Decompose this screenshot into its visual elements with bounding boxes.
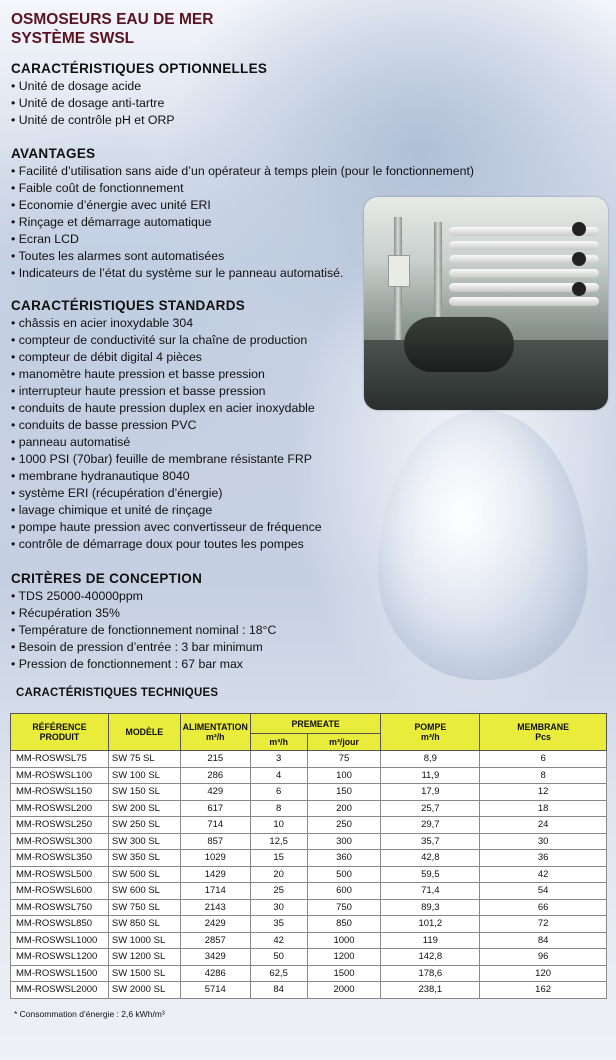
table-cell: SW 1200 SL: [108, 949, 180, 966]
table-cell: SW 150 SL: [108, 784, 180, 801]
table-row: [11, 899, 607, 916]
list-item: • Economie d’énergie avec unité ERI: [11, 197, 474, 214]
table-cell: 500: [307, 866, 381, 883]
table-cell: SW 300 SL: [108, 833, 180, 850]
page-title: [11, 10, 213, 48]
table-cell: 17,9: [381, 784, 480, 801]
table-cell: 72: [480, 916, 607, 933]
table-cell: 162: [480, 982, 607, 999]
table-cell: 1500: [307, 965, 381, 982]
table-cell: 35,7: [381, 833, 480, 850]
table-cell: MM-ROSWSL75: [11, 751, 109, 768]
technical-table: [10, 713, 607, 999]
table-cell: 84: [250, 982, 307, 999]
table-cell: 8: [250, 800, 307, 817]
table-cell: 54: [480, 883, 607, 900]
list-item: • Unité de dosage acide: [11, 78, 267, 95]
list-item: • Rinçage et démarrage automatique: [11, 214, 474, 231]
list-item: • Unité de dosage anti-tartre: [11, 95, 267, 112]
table-cell: MM-ROSWSL1000: [11, 932, 109, 949]
col-permeate-hour: m³/h: [250, 734, 307, 751]
title-line-1: OSMOSEURS EAU DE MER: [11, 11, 214, 28]
table-cell: MM-ROSWSL100: [11, 767, 109, 784]
table-cell: 12: [480, 784, 607, 801]
table-cell: 1429: [180, 866, 250, 883]
table-cell: MM-ROSWSL200: [11, 800, 109, 817]
table-cell: 857: [180, 833, 250, 850]
table-cell: 238,1: [381, 982, 480, 999]
table-row: [11, 982, 607, 999]
list-item: • compteur de débit digital 4 pièces: [11, 349, 322, 366]
table-cell: SW 100 SL: [108, 767, 180, 784]
table-row: [11, 784, 607, 801]
table-cell: 29,7: [381, 817, 480, 834]
table-cell: SW 350 SL: [108, 850, 180, 867]
list-item: • Ecran LCD: [11, 231, 474, 248]
table-cell: 178,6: [381, 965, 480, 982]
table-cell: 3: [250, 751, 307, 768]
table-cell: 35: [250, 916, 307, 933]
ro-plant-photo: [364, 197, 608, 410]
table-cell: 50: [250, 949, 307, 966]
table-cell: 36: [480, 850, 607, 867]
water-drop-background: [378, 410, 588, 680]
table-row: [11, 916, 607, 933]
table-cell: MM-ROSWSL500: [11, 866, 109, 883]
table-cell: 120: [480, 965, 607, 982]
table-row: [11, 965, 607, 982]
table-cell: 6: [480, 751, 607, 768]
table-cell: MM-ROSWSL1500: [11, 965, 109, 982]
table-cell: 8,9: [381, 751, 480, 768]
table-cell: 429: [180, 784, 250, 801]
list-item: • TDS 25000-40000ppm: [11, 588, 276, 605]
list-item: • Récupération 35%: [11, 605, 276, 622]
table-cell: 617: [180, 800, 250, 817]
table-row: [11, 949, 607, 966]
table-cell: 71,4: [381, 883, 480, 900]
table-row: [11, 850, 607, 867]
technical-heading: CARACTÉRISTIQUES TECHNIQUES: [16, 687, 219, 699]
col-model: MODÈLE: [108, 714, 180, 751]
table-cell: 2000: [307, 982, 381, 999]
col-feed: ALIMENTATION m³/h: [180, 714, 250, 751]
table-row: [11, 883, 607, 900]
list-item: • Pression de fonctionnement : 67 bar max: [11, 656, 276, 673]
table-cell: 18: [480, 800, 607, 817]
table-cell: SW 75 SL: [108, 751, 180, 768]
table-cell: 1714: [180, 883, 250, 900]
col-membrane: MEMBRANE Pcs: [480, 714, 607, 751]
title-line-2: SYSTÈME SWSL: [11, 30, 135, 47]
table-cell: 1000: [307, 932, 381, 949]
table-cell: 4286: [180, 965, 250, 982]
col-permeate: PREMEATE: [250, 714, 381, 734]
table-cell: 101,2: [381, 916, 480, 933]
table-cell: MM-ROSWSL350: [11, 850, 109, 867]
design-criteria-heading: CRITÈRES DE CONCEPTION: [11, 571, 203, 586]
table-row: [11, 817, 607, 834]
standard-features-list: [11, 315, 322, 553]
table-cell: 24: [480, 817, 607, 834]
standard-features-heading: CARACTÉRISTIQUES STANDARDS: [11, 298, 246, 313]
table-cell: 119: [381, 932, 480, 949]
table-row: [11, 751, 607, 768]
table-cell: 25: [250, 883, 307, 900]
design-criteria-section: [11, 571, 276, 673]
list-item: • Température de fonctionnement nominal : 18°C: [11, 622, 276, 639]
list-item: • Indicateurs de l’état du système sur le panneau automatisé.: [11, 265, 474, 282]
table-cell: 89,3: [381, 899, 480, 916]
table-row: [11, 767, 607, 784]
table-cell: MM-ROSWSL150: [11, 784, 109, 801]
table-cell: SW 200 SL: [108, 800, 180, 817]
design-criteria-list: [11, 588, 276, 673]
list-item: • 1000 PSI (70bar) feuille de membrane résistante FRP: [11, 451, 322, 468]
list-item: • Faible coût de fonctionnement: [11, 180, 474, 197]
table-cell: 850: [307, 916, 381, 933]
table-row: [11, 932, 607, 949]
table-cell: 42,8: [381, 850, 480, 867]
table-cell: SW 600 SL: [108, 883, 180, 900]
optional-features-heading: CARACTÉRISTIQUES OPTIONNELLES: [11, 61, 268, 76]
table-cell: SW 750 SL: [108, 899, 180, 916]
table-cell: 75: [307, 751, 381, 768]
list-item: • lavage chimique et unité de rinçage: [11, 502, 322, 519]
list-item: • compteur de conductivité sur la chaîne de production: [11, 332, 322, 349]
col-pump: POMPE m³/h: [381, 714, 480, 751]
table-cell: MM-ROSWSL250: [11, 817, 109, 834]
table-cell: MM-ROSWSL750: [11, 899, 109, 916]
table-cell: 600: [307, 883, 381, 900]
table-cell: 6: [250, 784, 307, 801]
table-cell: SW 1000 SL: [108, 932, 180, 949]
list-item: • panneau automatisé: [11, 434, 322, 451]
energy-note: * Consommation d’énergie : 2,6 kWh/m³: [14, 1009, 165, 1019]
table-cell: 2857: [180, 932, 250, 949]
table-cell: 300: [307, 833, 381, 850]
optional-features-list: [11, 78, 267, 129]
list-item: • système ERI (récupération d’énergie): [11, 485, 322, 502]
table-cell: 96: [480, 949, 607, 966]
table-cell: 5714: [180, 982, 250, 999]
table-row: [11, 800, 607, 817]
table-cell: SW 850 SL: [108, 916, 180, 933]
list-item: • châssis en acier inoxydable 304: [11, 315, 322, 332]
table-cell: 84: [480, 932, 607, 949]
table-cell: 42: [250, 932, 307, 949]
table-cell: 3429: [180, 949, 250, 966]
list-item: • contrôle de démarrage doux pour toutes les pompes: [11, 536, 322, 553]
table-cell: SW 250 SL: [108, 817, 180, 834]
table-cell: 215: [180, 751, 250, 768]
table-cell: 20: [250, 866, 307, 883]
table-cell: 4: [250, 767, 307, 784]
col-permeate-day: m³/jour: [307, 734, 381, 751]
table-cell: SW 2000 SL: [108, 982, 180, 999]
table-cell: 30: [250, 899, 307, 916]
table-cell: 2429: [180, 916, 250, 933]
list-item: • Besoin de pression d’entrée : 3 bar minimum: [11, 639, 276, 656]
table-cell: 150: [307, 784, 381, 801]
table-cell: 10: [250, 817, 307, 834]
table-cell: 42: [480, 866, 607, 883]
table-cell: 30: [480, 833, 607, 850]
table-cell: 15: [250, 850, 307, 867]
optional-features-section: [11, 61, 267, 129]
list-item: • membrane hydranautique 8040: [11, 468, 322, 485]
table-cell: 142,8: [381, 949, 480, 966]
list-item: • Facilité d’utilisation sans aide d’un opérateur à temps plein (pour le fonctionnement): [11, 163, 474, 180]
table-cell: 100: [307, 767, 381, 784]
table-cell: 12,5: [250, 833, 307, 850]
table-cell: 8: [480, 767, 607, 784]
table-cell: 2143: [180, 899, 250, 916]
table-cell: 62,5: [250, 965, 307, 982]
table-cell: 714: [180, 817, 250, 834]
table-cell: MM-ROSWSL2000: [11, 982, 109, 999]
table-cell: MM-ROSWSL850: [11, 916, 109, 933]
table-cell: 1029: [180, 850, 250, 867]
standard-features-section: [11, 298, 322, 553]
list-item: • pompe haute pression avec convertisseur de fréquence: [11, 519, 322, 536]
table-cell: 11,9: [381, 767, 480, 784]
list-item: • manomètre haute pression et basse pression: [11, 366, 322, 383]
col-reference: RÉFÉRENCE PRODUIT: [11, 714, 109, 751]
list-item: • Toutes les alarmes sont automatisées: [11, 248, 474, 265]
table-cell: 200: [307, 800, 381, 817]
table-cell: MM-ROSWSL300: [11, 833, 109, 850]
table-cell: SW 1500 SL: [108, 965, 180, 982]
table-cell: 750: [307, 899, 381, 916]
table-cell: 286: [180, 767, 250, 784]
table-cell: 25,7: [381, 800, 480, 817]
table-cell: 360: [307, 850, 381, 867]
table-cell: 66: [480, 899, 607, 916]
list-item: • conduits de haute pression duplex en acier inoxydable: [11, 400, 322, 417]
advantages-heading: AVANTAGES: [11, 146, 96, 161]
table-cell: 59,5: [381, 866, 480, 883]
table-cell: MM-ROSWSL600: [11, 883, 109, 900]
table-cell: 1200: [307, 949, 381, 966]
list-item: • interrupteur haute pression et basse pression: [11, 383, 322, 400]
table-cell: MM-ROSWSL1200: [11, 949, 109, 966]
table-row: [11, 866, 607, 883]
list-item: • Unité de contrôle pH et ORP: [11, 112, 267, 129]
table-cell: SW 500 SL: [108, 866, 180, 883]
table-row: [11, 833, 607, 850]
table-cell: 250: [307, 817, 381, 834]
list-item: • conduits de basse pression PVC: [11, 417, 322, 434]
